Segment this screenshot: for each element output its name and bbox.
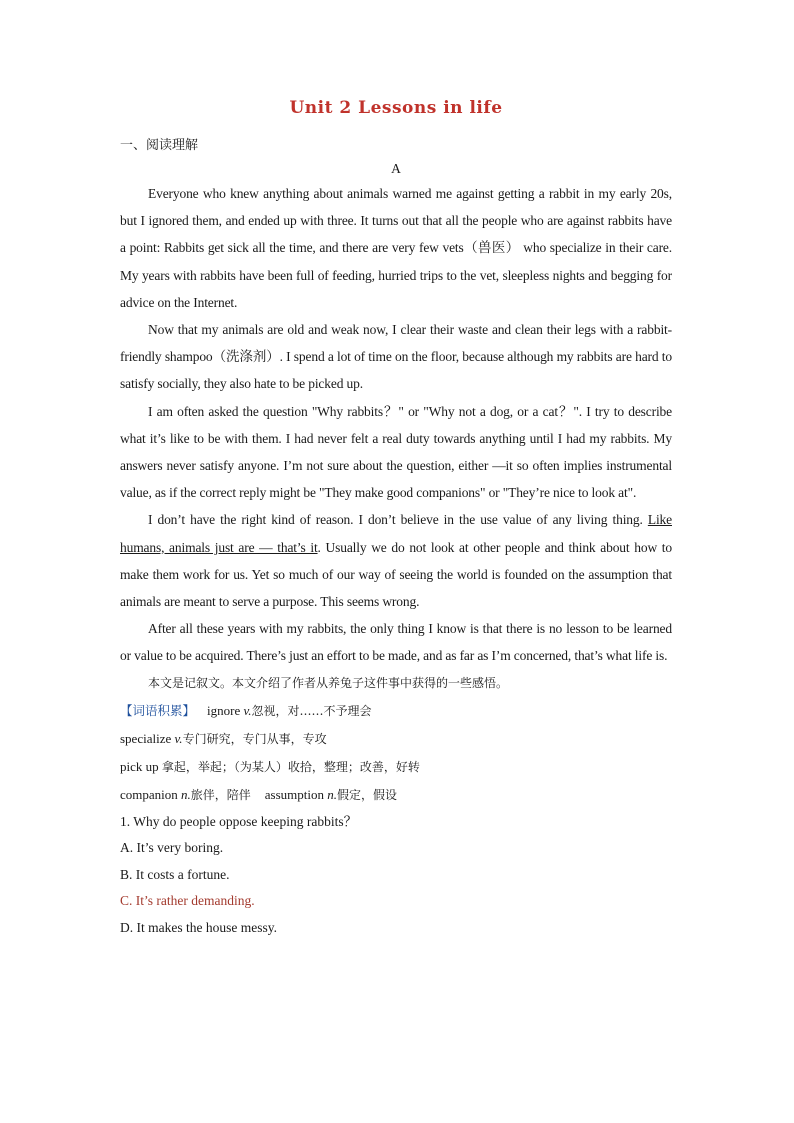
paragraph-text: . Usually we do not look at other people and think about how to make them work for us. Yet so much of our way of seeing the world is founded on the assumption that animals are meant to serve a purpose. This seems wrong. xyxy=(120,539,672,610)
passage-paragraph-2: Now that my animals are old and weak now, I clear their waste and clean their legs with a rabbit-friendly shampoo（洗涤剂）. I spend a lot of time on the floor, because although my rabbits are hard to satisfy socially, they also hate to be picked up. xyxy=(120,322,672,392)
vocab-pos: n. xyxy=(327,786,338,802)
vocab-meaning: 专门研究，专门从事，专攻 xyxy=(182,731,327,746)
passage-label: A xyxy=(391,161,401,176)
option-b: B. It costs a fortune. xyxy=(120,866,230,882)
vocab-word: pick up xyxy=(120,758,159,774)
vocab-word: companion xyxy=(120,786,178,802)
option-c-answer: C. It’s rather demanding. xyxy=(120,893,255,909)
section-heading: 一、阅读理解 xyxy=(120,138,199,153)
vocab-word: ignore xyxy=(207,702,241,718)
option-d: D. It makes the house messy. xyxy=(120,919,277,935)
vocab-meaning: 拿起，举起；（为某人）收拾，整理；改善，好转 xyxy=(161,759,420,774)
vocab-line xyxy=(120,697,672,725)
vocab-meaning: 忽视，对……不予理会 xyxy=(251,703,372,718)
question-stem: 1. Why do people oppose keeping rabbits？ xyxy=(120,813,358,829)
vocab-meaning: 假定，假设 xyxy=(337,787,398,802)
vocab-meaning: 旅伴，陪伴 xyxy=(190,787,251,802)
paragraph-text: I don’t have the right kind of reason. I don’t believe in the use value of any living thing. xyxy=(148,512,648,528)
page-title: Unit 2 Lessons in life xyxy=(289,98,503,118)
vocab-line xyxy=(120,781,672,809)
passage-paragraph-4 xyxy=(120,506,672,615)
passage-paragraph-5: After all these years with my rabbits, the only thing I know is that there is no lesson to be learned or value to be acquired. There’s just an effort to be made, and as far as I’m concerned, that’s what life is. xyxy=(120,621,672,664)
vocab-pos: v. xyxy=(174,730,183,746)
document-page xyxy=(120,96,672,941)
vocab-word: assumption xyxy=(264,786,325,802)
vocab-pos: n. xyxy=(181,786,191,802)
passage-paragraph-1: Everyone who knew anything about animals warned me against getting a rabbit in my early 20s, but I ignored them, and ended up with three. It turns out that all the people who are against rabbits have a point: Rabbits get sick all the time, and there are very few vets（兽医） who specialize in their care. My years with rabbits have been full of feeding, hurried trips to the vet, sleepless nights and begging for advice on the Internet. xyxy=(120,186,672,310)
vocab-tag: 【词语积累】 xyxy=(120,702,196,718)
passage-summary: 本文是记叙文。本文介绍了作者从养兔子这件事中获得的一些感悟。 xyxy=(148,675,509,690)
option-a: A. It’s very boring. xyxy=(120,840,224,856)
vocab-pos: v. xyxy=(243,702,252,718)
vocab-word: specialize xyxy=(120,730,172,746)
underlined-sentence: Like humans, animals just are — that’s it xyxy=(120,512,672,555)
vocab-line xyxy=(120,753,672,781)
vocab-line xyxy=(120,725,672,753)
passage-paragraph-3: I am often asked the question "Why rabbits？" or "Why not a dog, or a cat？". I try to describe what it’s like to be with them. I had never felt a real duty towards anything until I had my rabbits. My answers never satisfy anyone. I’m not sure about the question, either —it so often implies instrumental value, as if the correct reply might be "They make good companions" or "They’re nice to look at". xyxy=(120,403,672,501)
